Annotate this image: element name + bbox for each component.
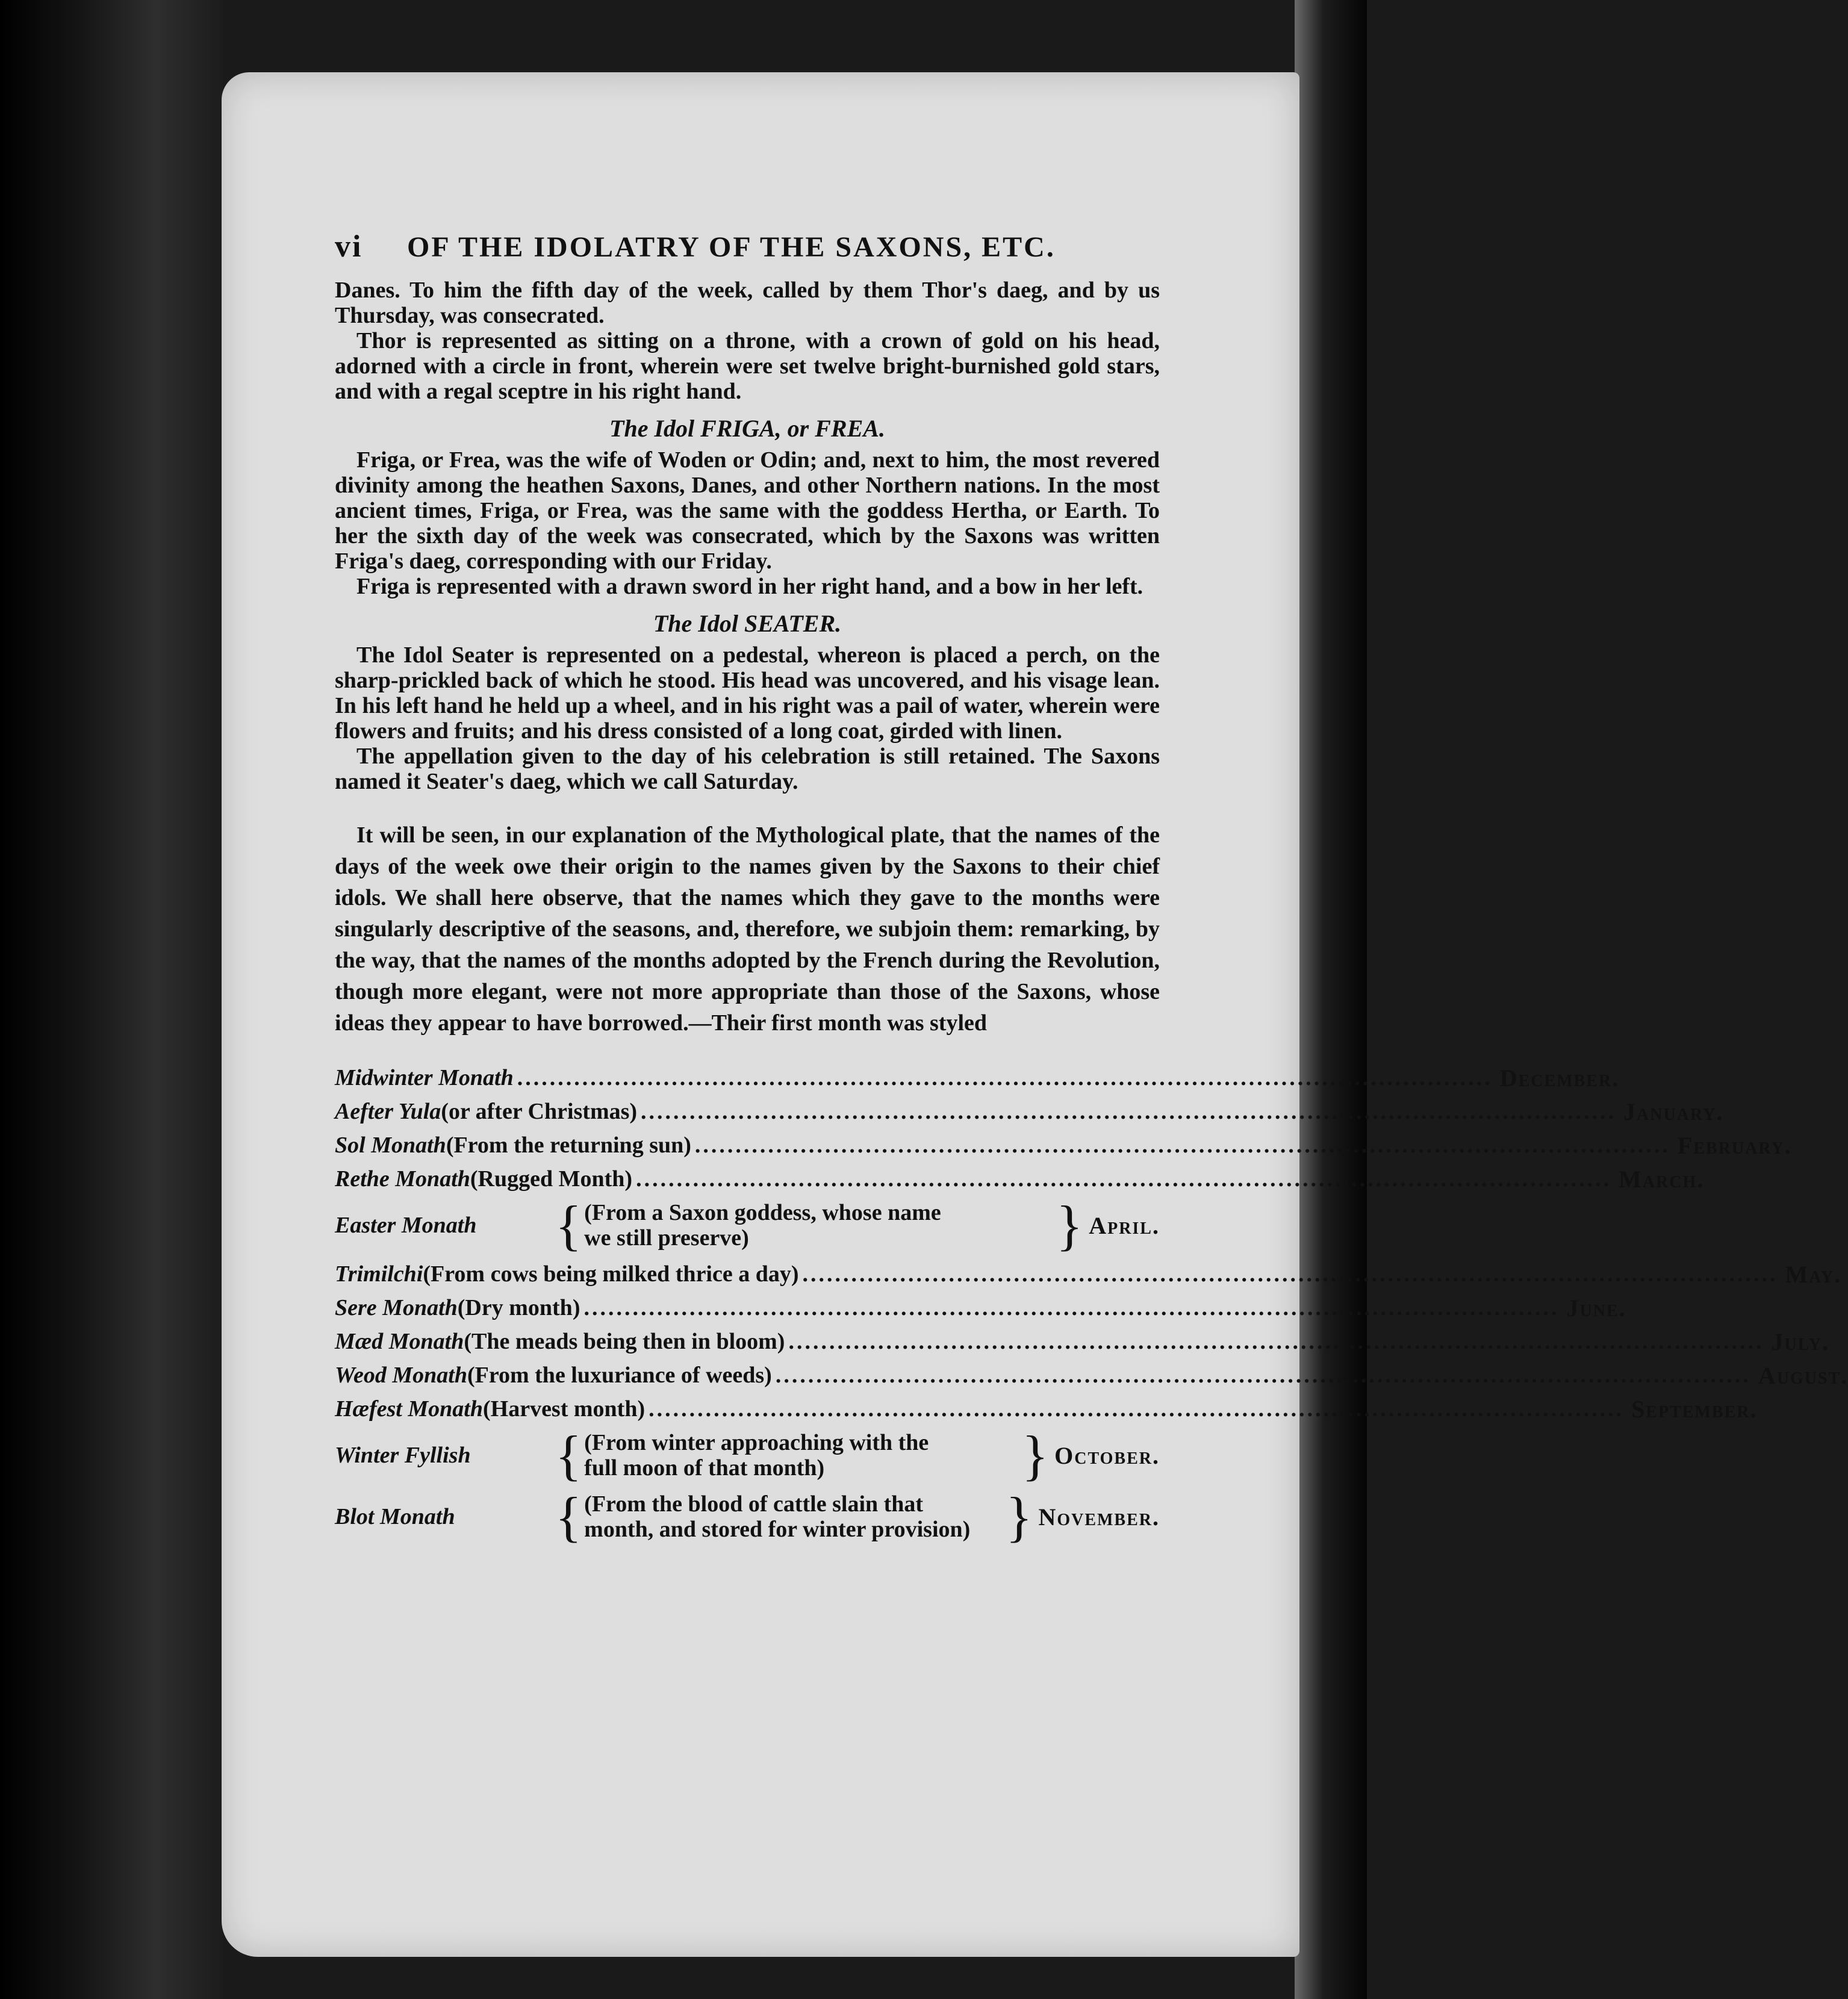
right-brace: } xyxy=(1056,1195,1083,1256)
saxon-month-name: Blot Monath xyxy=(335,1504,455,1529)
left-brace: { xyxy=(555,1425,582,1486)
modern-month: July. xyxy=(1771,1328,1830,1355)
month-row xyxy=(335,1164,1705,1194)
right-brace: } xyxy=(1006,1486,1033,1547)
idol-descriptions xyxy=(335,278,1160,794)
friga-paragraph-1: Friga, or Frea, was the wife of Woden or Odin; and, next to him, the most revered divinity among the heathen Saxons, Danes, and other Northern nations. In the most ancient times, Friga, or Frea, was the same with the goddess Hertha, or Earth. To her the sixth day of the week was consecrated, which by the Saxons was written Friga's daeg, corresponding with our Friday. xyxy=(335,447,1160,574)
months-intro-paragraph: It will be seen, in our explanation of the Mythological plate, that the names of the days of the week owe their origin to the names given by the Saxons to their chief idols. We shall here observe, that the names which they gave to the months were singularly descriptive of the seasons, and, therefore, we subjoin them: remarking, by the way, that the names of the months adopted by the French during the Revolution, though more elegant, were not more appropriate than those of the Saxons, whose ideas they appear to have borrowed.—Their first month was styled xyxy=(335,822,1160,1036)
meaning-line: we still preserve) xyxy=(584,1225,749,1251)
page-text xyxy=(335,229,1848,1550)
month-row xyxy=(335,1486,1160,1547)
modern-month: November. xyxy=(1038,1503,1160,1531)
month-row xyxy=(335,1425,1160,1486)
month-row xyxy=(335,1063,1620,1093)
month-row xyxy=(335,1394,1758,1424)
meaning-line: month, and stored for winter provision) xyxy=(584,1517,971,1542)
leader-dots: ........................................................................................................................ xyxy=(649,1396,1625,1422)
right-page-edge xyxy=(1295,0,1367,1999)
month-row xyxy=(335,1130,1792,1160)
seater-paragraph-1: The Idol Seater is represented on a pedestal, whereon is placed a perch, on the sharp-prickled back of which he stood. His head was uncovered, and his visage lean. In his left hand he held up a wheel, and in his right was a pail of water, wherein were flowers and fruits; and his dress consisted of a long coat, girded with linen. xyxy=(335,642,1160,744)
modern-month: October. xyxy=(1054,1441,1160,1469)
month-row xyxy=(335,1096,1724,1127)
leader-dots: ........................................................................................................................ xyxy=(636,1166,1612,1192)
saxon-month-name: Winter Fyllish xyxy=(335,1443,471,1468)
month-meaning xyxy=(553,1195,1085,1256)
month-row xyxy=(335,1326,1830,1357)
saxon-month-name: Mæd Monath xyxy=(335,1329,464,1354)
month-row xyxy=(335,1195,1160,1256)
saxon-month-name: Midwinter Monath xyxy=(335,1065,514,1090)
modern-month: December. xyxy=(1499,1064,1620,1092)
leader-dots: ........................................................................................................................ xyxy=(694,1133,1670,1158)
month-meaning: (Dry month) xyxy=(457,1295,580,1320)
month-row xyxy=(335,1259,1842,1289)
month-meaning: (From the returning sun) xyxy=(446,1133,691,1158)
modern-month: March. xyxy=(1619,1165,1705,1193)
modern-month: August. xyxy=(1758,1361,1848,1389)
meaning-line: (From the blood of cattle slain that xyxy=(584,1491,924,1517)
friga-paragraph-2: Friga is represented with a drawn sword in her right hand, and a bow in her left. xyxy=(356,574,1143,599)
meaning-line: (From a Saxon goddess, whose name xyxy=(584,1200,941,1225)
saxon-month-name: Trimilchi xyxy=(335,1261,423,1287)
month-row xyxy=(335,1293,1626,1323)
friga-heading: The Idol FRIGA, or FREA. xyxy=(609,415,885,442)
month-row xyxy=(335,1360,1848,1390)
modern-month: June. xyxy=(1566,1294,1626,1322)
month-meaning: (From the luxuriance of weeds) xyxy=(467,1363,772,1388)
book-page xyxy=(222,72,1848,1957)
modern-month: April. xyxy=(1089,1211,1160,1239)
page-title: OF THE IDOLATRY OF THE SAXONS, ETC. xyxy=(407,231,1056,263)
meaning-line: full moon of that month) xyxy=(584,1455,825,1481)
month-meaning: (The meads being then in bloom) xyxy=(464,1329,785,1354)
left-brace: { xyxy=(555,1486,582,1547)
running-head xyxy=(335,229,1160,264)
saxon-month-name: Sere Monath xyxy=(335,1295,458,1320)
leader-dots: ........................................................................................................................ xyxy=(788,1329,1764,1354)
modern-month: January. xyxy=(1623,1098,1724,1125)
month-meaning: (Harvest month) xyxy=(482,1396,646,1422)
page-number: vi xyxy=(335,229,363,264)
leader-dots: ........................................................................................................................ xyxy=(775,1363,1751,1388)
month-meaning: (From cows being milked thrice a day) xyxy=(423,1261,799,1287)
modern-month: September. xyxy=(1631,1395,1758,1423)
leader-dots: ........................................................................................................................ xyxy=(517,1065,1493,1090)
thor-paragraph-2: Thor is represented as sitting on a throne, with a crown of gold on his head, adorned with a circle in front, wherein were set twelve bright-burnished gold stars, and with a regal sceptre in his right hand. xyxy=(335,328,1160,404)
saxon-month-name: Rethe Monath xyxy=(335,1166,470,1192)
right-brace: } xyxy=(1021,1425,1049,1486)
month-meaning: (or after Christmas) xyxy=(441,1099,638,1124)
left-page-edge xyxy=(0,0,223,1999)
leader-dots: ........................................................................................................................ xyxy=(802,1261,1778,1287)
months-intro xyxy=(335,819,1160,1039)
seater-paragraph-2: The appellation given to the day of his celebration is still retained. The Saxons named it Seater's daeg, which we call Saturday. xyxy=(335,744,1160,794)
saxon-month-name: Aefter Yula xyxy=(335,1099,441,1124)
modern-month: May. xyxy=(1785,1260,1842,1288)
thor-paragraph-1: Danes. To him the fifth day of the week, called by them Thor's daeg, and by us Thursday, was consecrated. xyxy=(335,278,1160,328)
leader-dots: ........................................................................................................................ xyxy=(641,1099,1617,1124)
month-meaning xyxy=(553,1486,1034,1547)
leader-dots: ........................................................................................................................ xyxy=(583,1295,1560,1320)
modern-month: February. xyxy=(1677,1131,1792,1159)
saxon-month-name: Easter Monath xyxy=(335,1213,477,1238)
meaning-line: (From winter approaching with the xyxy=(584,1430,929,1455)
saxon-month-name: Hæfest Monath xyxy=(335,1396,483,1422)
saxon-months-list xyxy=(335,1063,1848,1547)
seater-heading: The Idol SEATER. xyxy=(653,610,842,637)
month-meaning: (Rugged Month) xyxy=(470,1166,633,1192)
saxon-month-name: Sol Monath xyxy=(335,1133,446,1158)
month-meaning xyxy=(553,1425,1051,1486)
saxon-month-name: Weod Monath xyxy=(335,1363,467,1388)
left-brace: { xyxy=(555,1195,582,1256)
